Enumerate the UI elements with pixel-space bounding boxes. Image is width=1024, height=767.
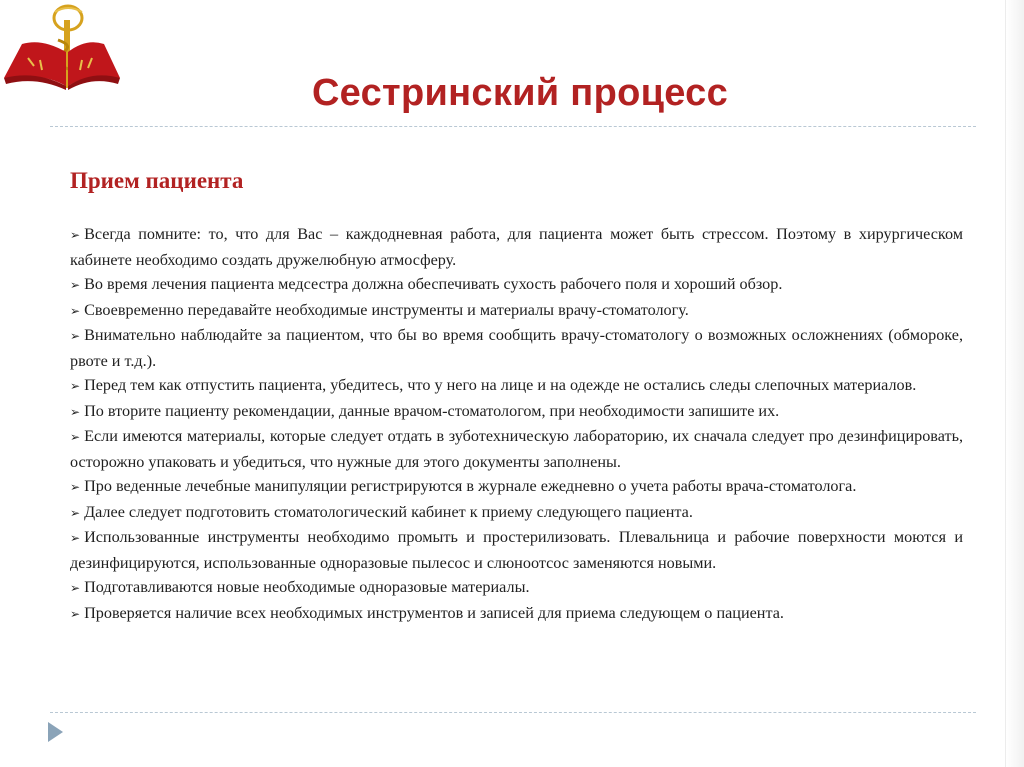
slide-right-edge bbox=[1005, 0, 1024, 767]
list-item bbox=[70, 373, 963, 399]
list-item bbox=[70, 399, 963, 425]
bullet-text: Про веденные лечебные манипуляции регистрируются в журнале ежедневно о учета работы врача-стоматолога. bbox=[84, 477, 857, 495]
list-item bbox=[70, 222, 963, 272]
list-item bbox=[70, 323, 963, 373]
bullet-text: Проверяется наличие всех необходимых инструментов и записей для приема следующем о пациента. bbox=[84, 603, 784, 622]
list-item bbox=[70, 474, 963, 500]
medical-emblem-logo bbox=[0, 0, 124, 96]
bullet-text: Своевременно передавайте необходимые инструменты и материалы врачу-стоматологу. bbox=[84, 300, 689, 319]
list-item bbox=[70, 500, 963, 526]
bullet-text: По вторите пациенту рекомендации, данные врачом-стоматологом, при необходимости запишите их. bbox=[84, 401, 780, 420]
list-item bbox=[70, 298, 963, 324]
bullet-arrow-icon: ➢ bbox=[70, 379, 81, 393]
list-item bbox=[70, 525, 963, 575]
bullet-arrow-icon: ➢ bbox=[70, 303, 81, 318]
bullet-arrow-icon: ➢ bbox=[70, 531, 81, 545]
bullet-arrow-icon: ➢ bbox=[70, 329, 81, 343]
bullet-list bbox=[70, 222, 963, 626]
bullet-arrow-icon: ➢ bbox=[70, 228, 81, 242]
list-item bbox=[70, 601, 963, 627]
slide-title: Сестринский процесс bbox=[311, 72, 729, 114]
bullet-arrow-icon: ➢ bbox=[70, 581, 81, 595]
bullet-arrow-icon: ➢ bbox=[70, 606, 81, 621]
bullet-text: Подготавливаются новые необходимые одноразовые материалы. bbox=[84, 578, 530, 596]
list-item bbox=[70, 272, 963, 298]
title-divider bbox=[50, 126, 976, 127]
section-heading: Прием пациента bbox=[70, 168, 244, 193]
bullet-arrow-icon: ➢ bbox=[70, 505, 81, 520]
slide-nav-arrow-icon bbox=[48, 722, 63, 742]
bullet-text: Во время лечения пациента медсестра должна обеспечивать сухость рабочего поля и хороший обзор. bbox=[84, 275, 783, 293]
bullet-text: Далее следует подготовить стоматологический кабинет к приему следующего пациента. bbox=[84, 502, 693, 521]
bullet-text: Если имеются материалы, которые следует отдать в зуботехническую лабораторию, их сначала следует про дезинфицировать, осторожно упаковать и убедиться, что нужные для этого документы заполнены. bbox=[70, 427, 963, 471]
footer-divider bbox=[50, 712, 976, 713]
bullet-text: Всегда помните: то, что для Вас – каждодневная работа, для пациента может быть стрессом. Поэтому в хирургическом кабинете необходимо создать дружелюбную атмосферу. bbox=[70, 225, 963, 269]
bullet-arrow-icon: ➢ bbox=[70, 480, 81, 494]
bullet-arrow-icon: ➢ bbox=[70, 278, 81, 292]
bullet-arrow-icon: ➢ bbox=[70, 404, 81, 419]
bullet-arrow-icon: ➢ bbox=[70, 430, 81, 444]
bullet-text: Внимательно наблюдайте за пациентом, что бы во время сообщить врачу-стоматологу о возможных осложнениях (обмороке, рвоте и т.д.). bbox=[70, 326, 963, 370]
bullet-text: Использованные инструменты необходимо промыть и простерилизовать. Плевальница и рабочие поверхности моются и дезинфицируются, использованные одноразовые пылесос и слюноотсос заменяются новыми. bbox=[70, 528, 963, 572]
list-item bbox=[70, 575, 963, 601]
open-book-icon bbox=[4, 42, 120, 90]
list-item bbox=[70, 424, 963, 474]
bullet-text: Перед тем как отпустить пациента, убедитесь, что у него на лице и на одежде не остались следы слепочных материалов. bbox=[84, 376, 917, 394]
